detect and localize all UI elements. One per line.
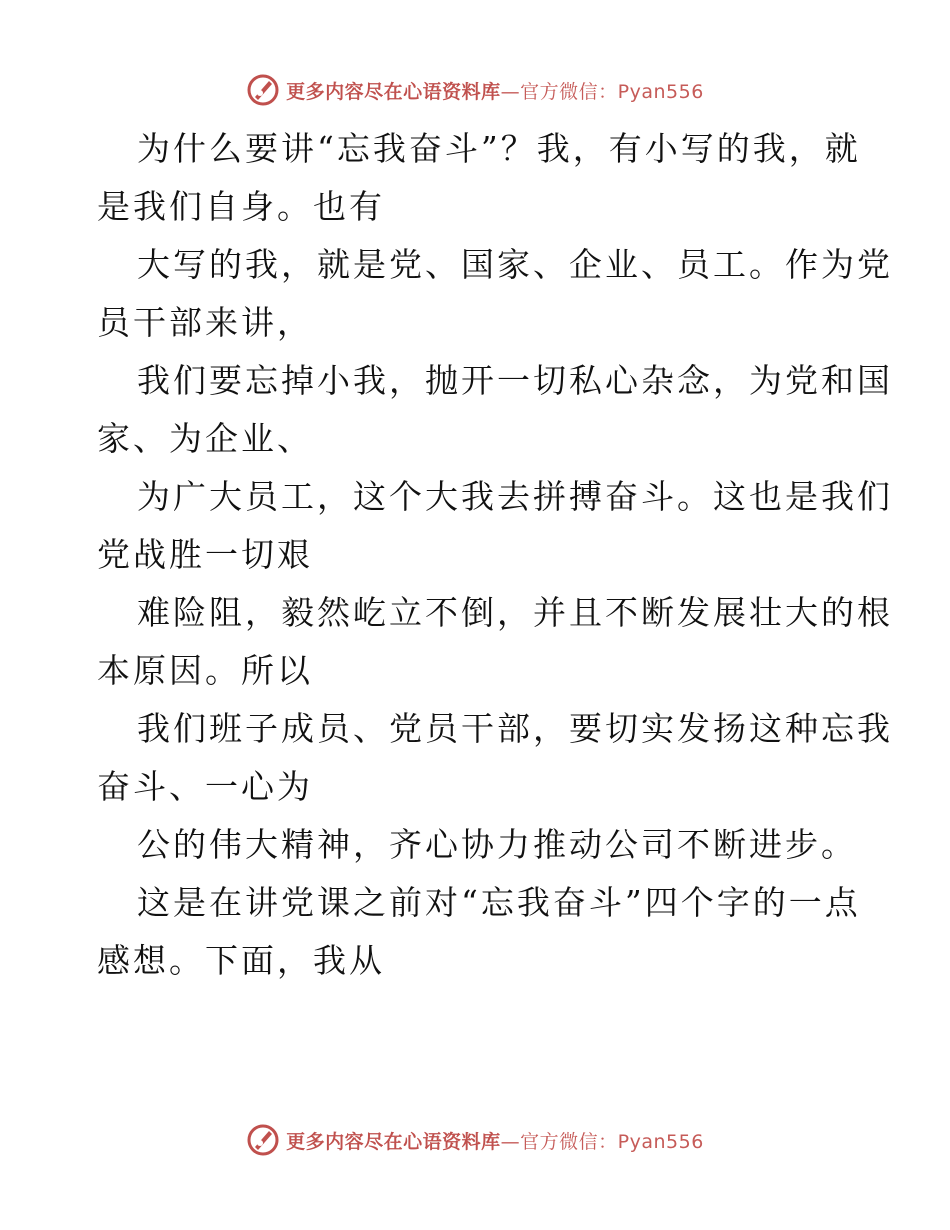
watermark-tail: —官方微信：Pyan556 bbox=[500, 1130, 704, 1153]
text-line: 为什么要讲“忘我奋斗”？我，有小写的我，就 bbox=[137, 129, 861, 168]
text-line: 党战胜一切艰 bbox=[97, 535, 313, 574]
text-line: 我们要忘掉小我，抛开一切私心杂念，为党和国 bbox=[137, 361, 893, 400]
watermark-text bbox=[286, 77, 704, 104]
text-line: 家、为企业、 bbox=[97, 419, 313, 458]
text-line: 公的伟大精神，齐心协力推动公司不断进步。 bbox=[137, 825, 857, 864]
footer-watermark bbox=[0, 1120, 950, 1160]
text-line: 我们班子成员、党员干部，要切实发扬这种忘我 bbox=[137, 709, 893, 748]
document-body bbox=[97, 120, 893, 990]
text-line: 感想。下面，我从 bbox=[97, 941, 385, 980]
watermark-lead: 更多内容尽在心语资料库 bbox=[286, 1130, 501, 1153]
text-line: 员干部来讲， bbox=[97, 303, 313, 342]
watermark-text bbox=[286, 1127, 704, 1154]
text-line: 这是在讲党课之前对“忘我奋斗”四个字的一点 bbox=[137, 883, 861, 922]
logo-icon bbox=[246, 1123, 280, 1157]
logo-icon bbox=[246, 73, 280, 107]
text-line: 为广大员工，这个大我去拼搏奋斗。这也是我们 bbox=[137, 477, 893, 516]
watermark-tail: —官方微信：Pyan556 bbox=[500, 80, 704, 103]
text-line: 奋斗、一心为 bbox=[97, 767, 313, 806]
text-line: 大写的我，就是党、国家、企业、员工。作为党 bbox=[137, 245, 893, 284]
text-line: 是我们自身。也有 bbox=[97, 187, 385, 226]
text-line: 难险阻，毅然屹立不倒，并且不断发展壮大的根 bbox=[137, 593, 893, 632]
text-line: 本原因。所以 bbox=[97, 651, 313, 690]
watermark-lead: 更多内容尽在心语资料库 bbox=[286, 80, 501, 103]
header-watermark bbox=[0, 70, 950, 110]
